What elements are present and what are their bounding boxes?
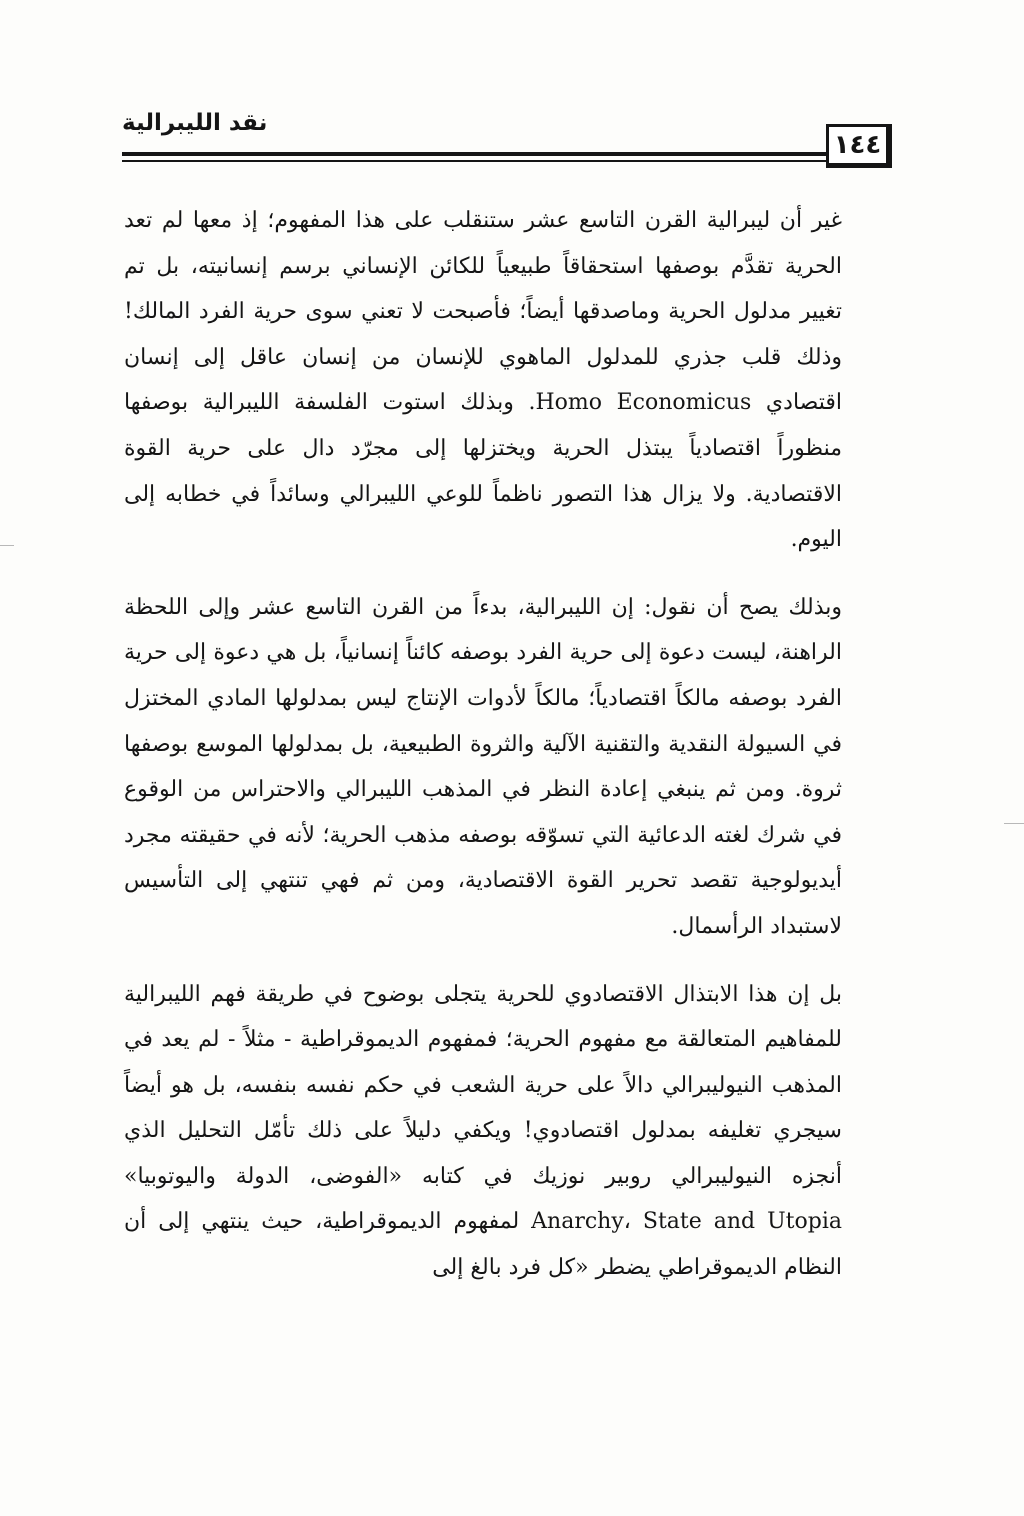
- header-rule-thin: [122, 160, 838, 162]
- paragraph-1: غير أن ليبرالية القرن التاسع عشر ستنقلب على هذا المفهوم؛ إذ معها لم تعد الحرية تقدَّم بوصفها استحقاقاً طبيعياً للكائن الإنساني برسم إنسانيته، بل تم تغيير مدلول الحرية وماصدقها أيضاً؛ فأصبحت لا تعني سوى حرية الفرد المالك! وذلك قلب جذري للمدلول الماهوي للإنسان من إنسان عاقل إلى إنسان اقتصادي Homo Economicus. وبذلك استوت الفلسفة الليبرالية بوصفها منظوراً اقتصادياً يبتذل الحرية ويختزلها إلى مجرّد دال على حرية القوة الاقتصادية. ولا يزال هذا التصور ناظماً للوعي الليبرالي وسائداً في خطابه إلى اليوم.: [124, 208, 842, 553]
- header-rule: [122, 152, 838, 156]
- page-number: ١٤٤: [833, 130, 882, 160]
- paragraph-3: بل إن هذا الابتذال الاقتصادوي للحرية يتجلى بوضوح في طريقة فهم الليبرالية للمفاهيم المتعالقة مع مفهوم الحرية؛ فمفهوم الديموقراطية - مثلاً - لم يعد في المذهب النيوليبرالي دالاً على حرية الشعب في حكم نفسه بنفسه، بل هو أيضاً سيجري تغليفه بمدلول اقتصادوي! ويكفي دليلاً على ذلك تأمّل التحليل الذي أنجزه النيوليبرالي روبير نوزيك في كتابه «الفوضى، الدولة واليوتوبيا» Anarchy، State and Utopia لمفهوم الديموقراطية، حيث ينتهي إلى أن النظام الديموقراطي يضطر «كل فرد بالغ إلى: [124, 981, 842, 1281]
- scan-margin-mark: [1004, 823, 1024, 824]
- page-header: [122, 104, 902, 184]
- running-title: نقد الليبرالية: [122, 110, 268, 136]
- body-text: [124, 198, 842, 1291]
- paragraph-2: وبذلك يصح أن نقول: إن الليبرالية، بدءاً من القرن التاسع عشر وإلى اللحظة الراهنة، ليست دعوة إلى حرية الفرد بوصفه كائناً إنسانياً، بل هي دعوة إلى حرية الفرد بوصفه مالكاً اقتصادياً؛ مالكاً لأدوات الإنتاج ليس بمدلولها المادي المختزل في السيولة النقدية والتقنية الآلية والثروة الطبيعية، بل بمدلولها الموسع بوصفها ثروة. ومن ثم ينبغي إعادة النظر في المذهب الليبرالي والاحتراس من الوقوع في شرك لغته الدعائية التي تسوّقه بوصفه مذهب الحرية؛ لأنه في حقيقته مجرد أيديولوجية تقصد تحرير القوة الاقتصادية، ومن ثم فهي تنتهي إلى التأسيس لاستبداد الرأسمال.: [124, 594, 842, 939]
- page-number-box: [826, 124, 892, 168]
- scan-margin-mark: [0, 545, 14, 546]
